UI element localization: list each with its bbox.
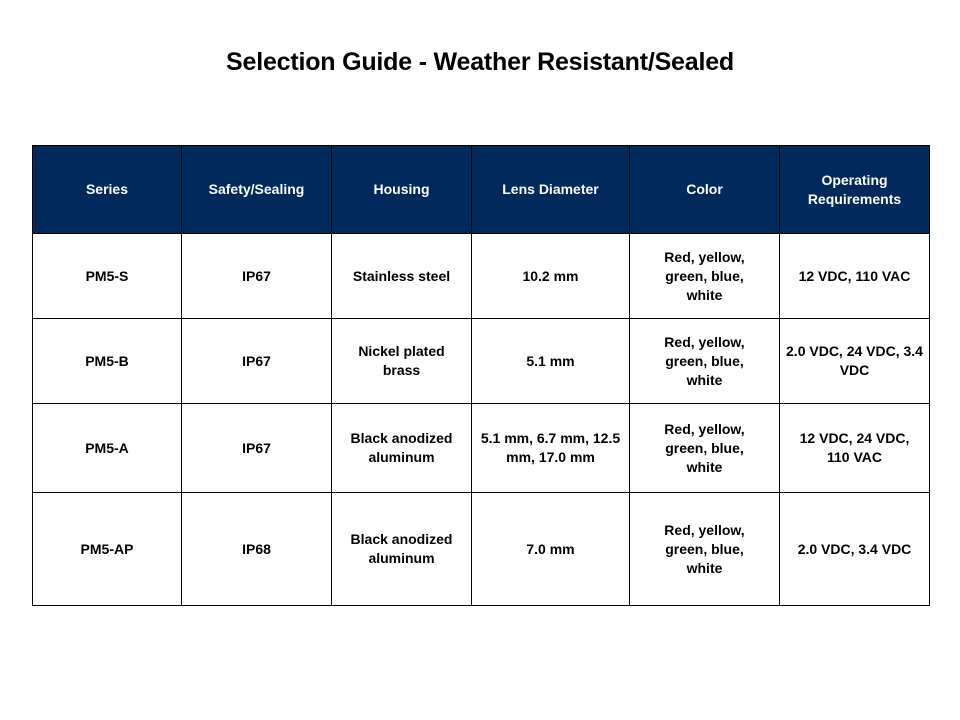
cell-lens-diameter: 7.0 mm	[472, 493, 630, 606]
cell-operating-requirements: 2.0 VDC, 24 VDC, 3.4 VDC	[780, 319, 930, 404]
selection-guide-table	[32, 145, 930, 606]
cell-housing: Black anodized aluminum	[332, 404, 472, 493]
page-title: Selection Guide - Weather Resistant/Sealed	[226, 48, 734, 76]
column-header-lens-diameter: Lens Diameter	[472, 146, 630, 234]
cell-series: PM5-B	[33, 319, 182, 404]
cell-series: PM5-AP	[33, 493, 182, 606]
cell-operating-requirements: 12 VDC, 24 VDC, 110 VAC	[780, 404, 930, 493]
table-row	[33, 319, 930, 404]
cell-housing: Black anodized aluminum	[332, 493, 472, 606]
cell-sealing: IP67	[182, 319, 332, 404]
cell-housing: Stainless steel	[332, 234, 472, 319]
column-header-housing: Housing	[332, 146, 472, 234]
cell-series: PM5-S	[33, 234, 182, 319]
cell-operating-requirements: 2.0 VDC, 3.4 VDC	[780, 493, 930, 606]
cell-operating-requirements: 12 VDC, 110 VAC	[780, 234, 930, 319]
table-row	[33, 493, 930, 606]
cell-color: Red, yellow, green, blue, white	[630, 404, 780, 493]
table-header-row	[33, 146, 930, 234]
cell-color: Red, yellow, green, blue, white	[630, 319, 780, 404]
cell-color: Red, yellow, green, blue, white	[630, 493, 780, 606]
cell-sealing: IP67	[182, 404, 332, 493]
cell-sealing: IP67	[182, 234, 332, 319]
column-header-color: Color	[630, 146, 780, 234]
column-header-series: Series	[33, 146, 182, 234]
cell-lens-diameter: 5.1 mm, 6.7 mm, 12.5 mm, 17.0 mm	[472, 404, 630, 493]
table-row	[33, 404, 930, 493]
cell-lens-diameter: 5.1 mm	[472, 319, 630, 404]
cell-sealing: IP68	[182, 493, 332, 606]
cell-housing: Nickel plated brass	[332, 319, 472, 404]
table-row	[33, 234, 930, 319]
cell-lens-diameter: 10.2 mm	[472, 234, 630, 319]
cell-color: Red, yellow, green, blue, white	[630, 234, 780, 319]
column-header-safety-sealing: Safety/Sealing	[182, 146, 332, 234]
column-header-operating-requirements: Operating Requirements	[780, 146, 930, 234]
cell-series: PM5-A	[33, 404, 182, 493]
